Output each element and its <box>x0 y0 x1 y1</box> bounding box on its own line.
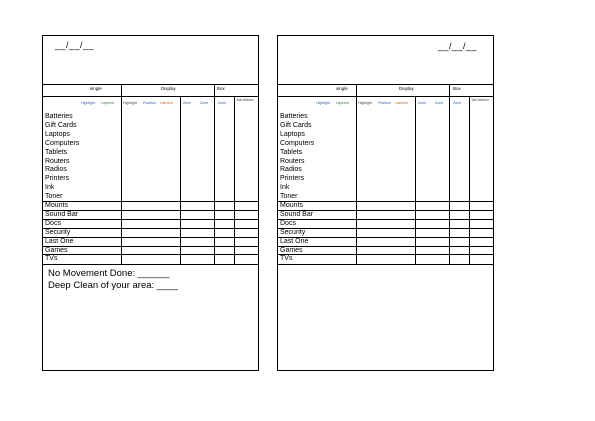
subheader: Tab Abbrev <box>471 98 489 102</box>
grid-row-line <box>278 237 493 238</box>
category-row: Gift Cards <box>280 121 312 129</box>
category-row: Games <box>45 246 68 254</box>
category-row: Batteries <box>280 113 308 120</box>
group-box: Box <box>217 86 225 91</box>
grid-row-line <box>278 246 493 247</box>
grid-row-line <box>43 254 258 255</box>
subheader: Highlight <box>358 101 372 105</box>
subheader: Highlight <box>81 101 95 105</box>
category-row: Sound Bar <box>280 210 314 218</box>
category-row: Security <box>45 228 71 236</box>
category-row: Routers <box>45 157 70 165</box>
category-row: Laptops <box>280 130 305 138</box>
date-field[interactable]: __/__/__ <box>55 40 95 50</box>
subheader: Highlight <box>316 101 330 105</box>
footer-notes <box>43 264 258 370</box>
group-display: Display <box>161 86 176 91</box>
category-row: Security <box>280 228 306 236</box>
category-row: Last One <box>45 237 74 245</box>
category-row: Radios <box>280 166 302 174</box>
category-row: TVs <box>45 255 58 263</box>
divider-tab <box>234 96 235 264</box>
category-row: Tablets <box>45 148 68 156</box>
category-row: Mounts <box>45 202 68 209</box>
grid-row-line <box>43 219 258 220</box>
subheader: Layered <box>101 101 114 105</box>
category-row: Radios <box>45 166 67 174</box>
category-row: Sound Bar <box>45 210 79 218</box>
subheader: Tab Abbrev <box>236 98 254 102</box>
group-box: Box <box>453 86 461 91</box>
subheader: Zone <box>218 101 227 105</box>
subheader: Zone <box>435 101 444 105</box>
group-display: Display <box>399 86 414 91</box>
grid-row-line <box>43 201 258 202</box>
grid-row-line <box>278 219 493 220</box>
category-row: Tablets <box>280 148 303 156</box>
subheader: Zone <box>200 101 209 105</box>
category-row: Gift Cards <box>45 121 77 129</box>
grid-row-line <box>278 201 493 202</box>
group-single: single <box>336 86 348 91</box>
category-row: Ink <box>45 184 55 192</box>
grid-row-line <box>278 254 493 255</box>
category-row: Laptops <box>45 130 70 138</box>
category-row: Games <box>280 246 303 254</box>
grid-row-line <box>43 210 258 211</box>
no-movement-field[interactable]: No Movement Done: ______ <box>48 268 170 279</box>
category-row: Computers <box>45 139 80 147</box>
subheader: Labeled <box>395 101 408 105</box>
divider-tab <box>469 96 470 264</box>
category-row: Docs <box>280 219 296 227</box>
subheader: Position <box>378 101 391 105</box>
category-row: Computers <box>280 139 315 147</box>
date-field[interactable]: __/__/__ <box>438 41 478 51</box>
subheader: Zone <box>183 101 192 105</box>
subheader: Zone <box>453 101 462 105</box>
category-row: Last One <box>280 237 309 245</box>
grid-row-line <box>43 228 258 229</box>
grid-row-line <box>43 246 258 247</box>
group-single: single <box>90 86 102 91</box>
subheader: Layered <box>336 101 349 105</box>
subheader: Labeled <box>160 101 173 105</box>
checklist-sheet-right <box>277 35 494 371</box>
category-row: Docs <box>45 219 61 227</box>
grid-row-line <box>43 237 258 238</box>
divider-zone <box>415 96 416 264</box>
grid-row-line <box>278 210 493 211</box>
subheader-row <box>43 96 258 113</box>
subheader: Highlight <box>123 101 137 105</box>
category-row: Routers <box>280 157 305 165</box>
category-row: Printers <box>45 175 70 183</box>
category-row: Toner <box>280 193 298 201</box>
grid-row-line <box>278 228 493 229</box>
footer-notes <box>278 264 493 370</box>
category-row: Ink <box>280 184 290 192</box>
subheader: Zone <box>418 101 427 105</box>
category-row: Toner <box>45 193 63 201</box>
deep-clean-field[interactable]: Deep Clean of your area: ____ <box>48 280 178 291</box>
divider-zone <box>180 96 181 264</box>
subheader-row <box>278 96 493 113</box>
category-row: Printers <box>280 175 305 183</box>
subheader: Position <box>143 101 156 105</box>
checklist-sheet-left <box>42 35 259 371</box>
category-row: Batteries <box>45 113 73 120</box>
category-row: Mounts <box>280 202 303 209</box>
category-row: TVs <box>280 255 293 263</box>
